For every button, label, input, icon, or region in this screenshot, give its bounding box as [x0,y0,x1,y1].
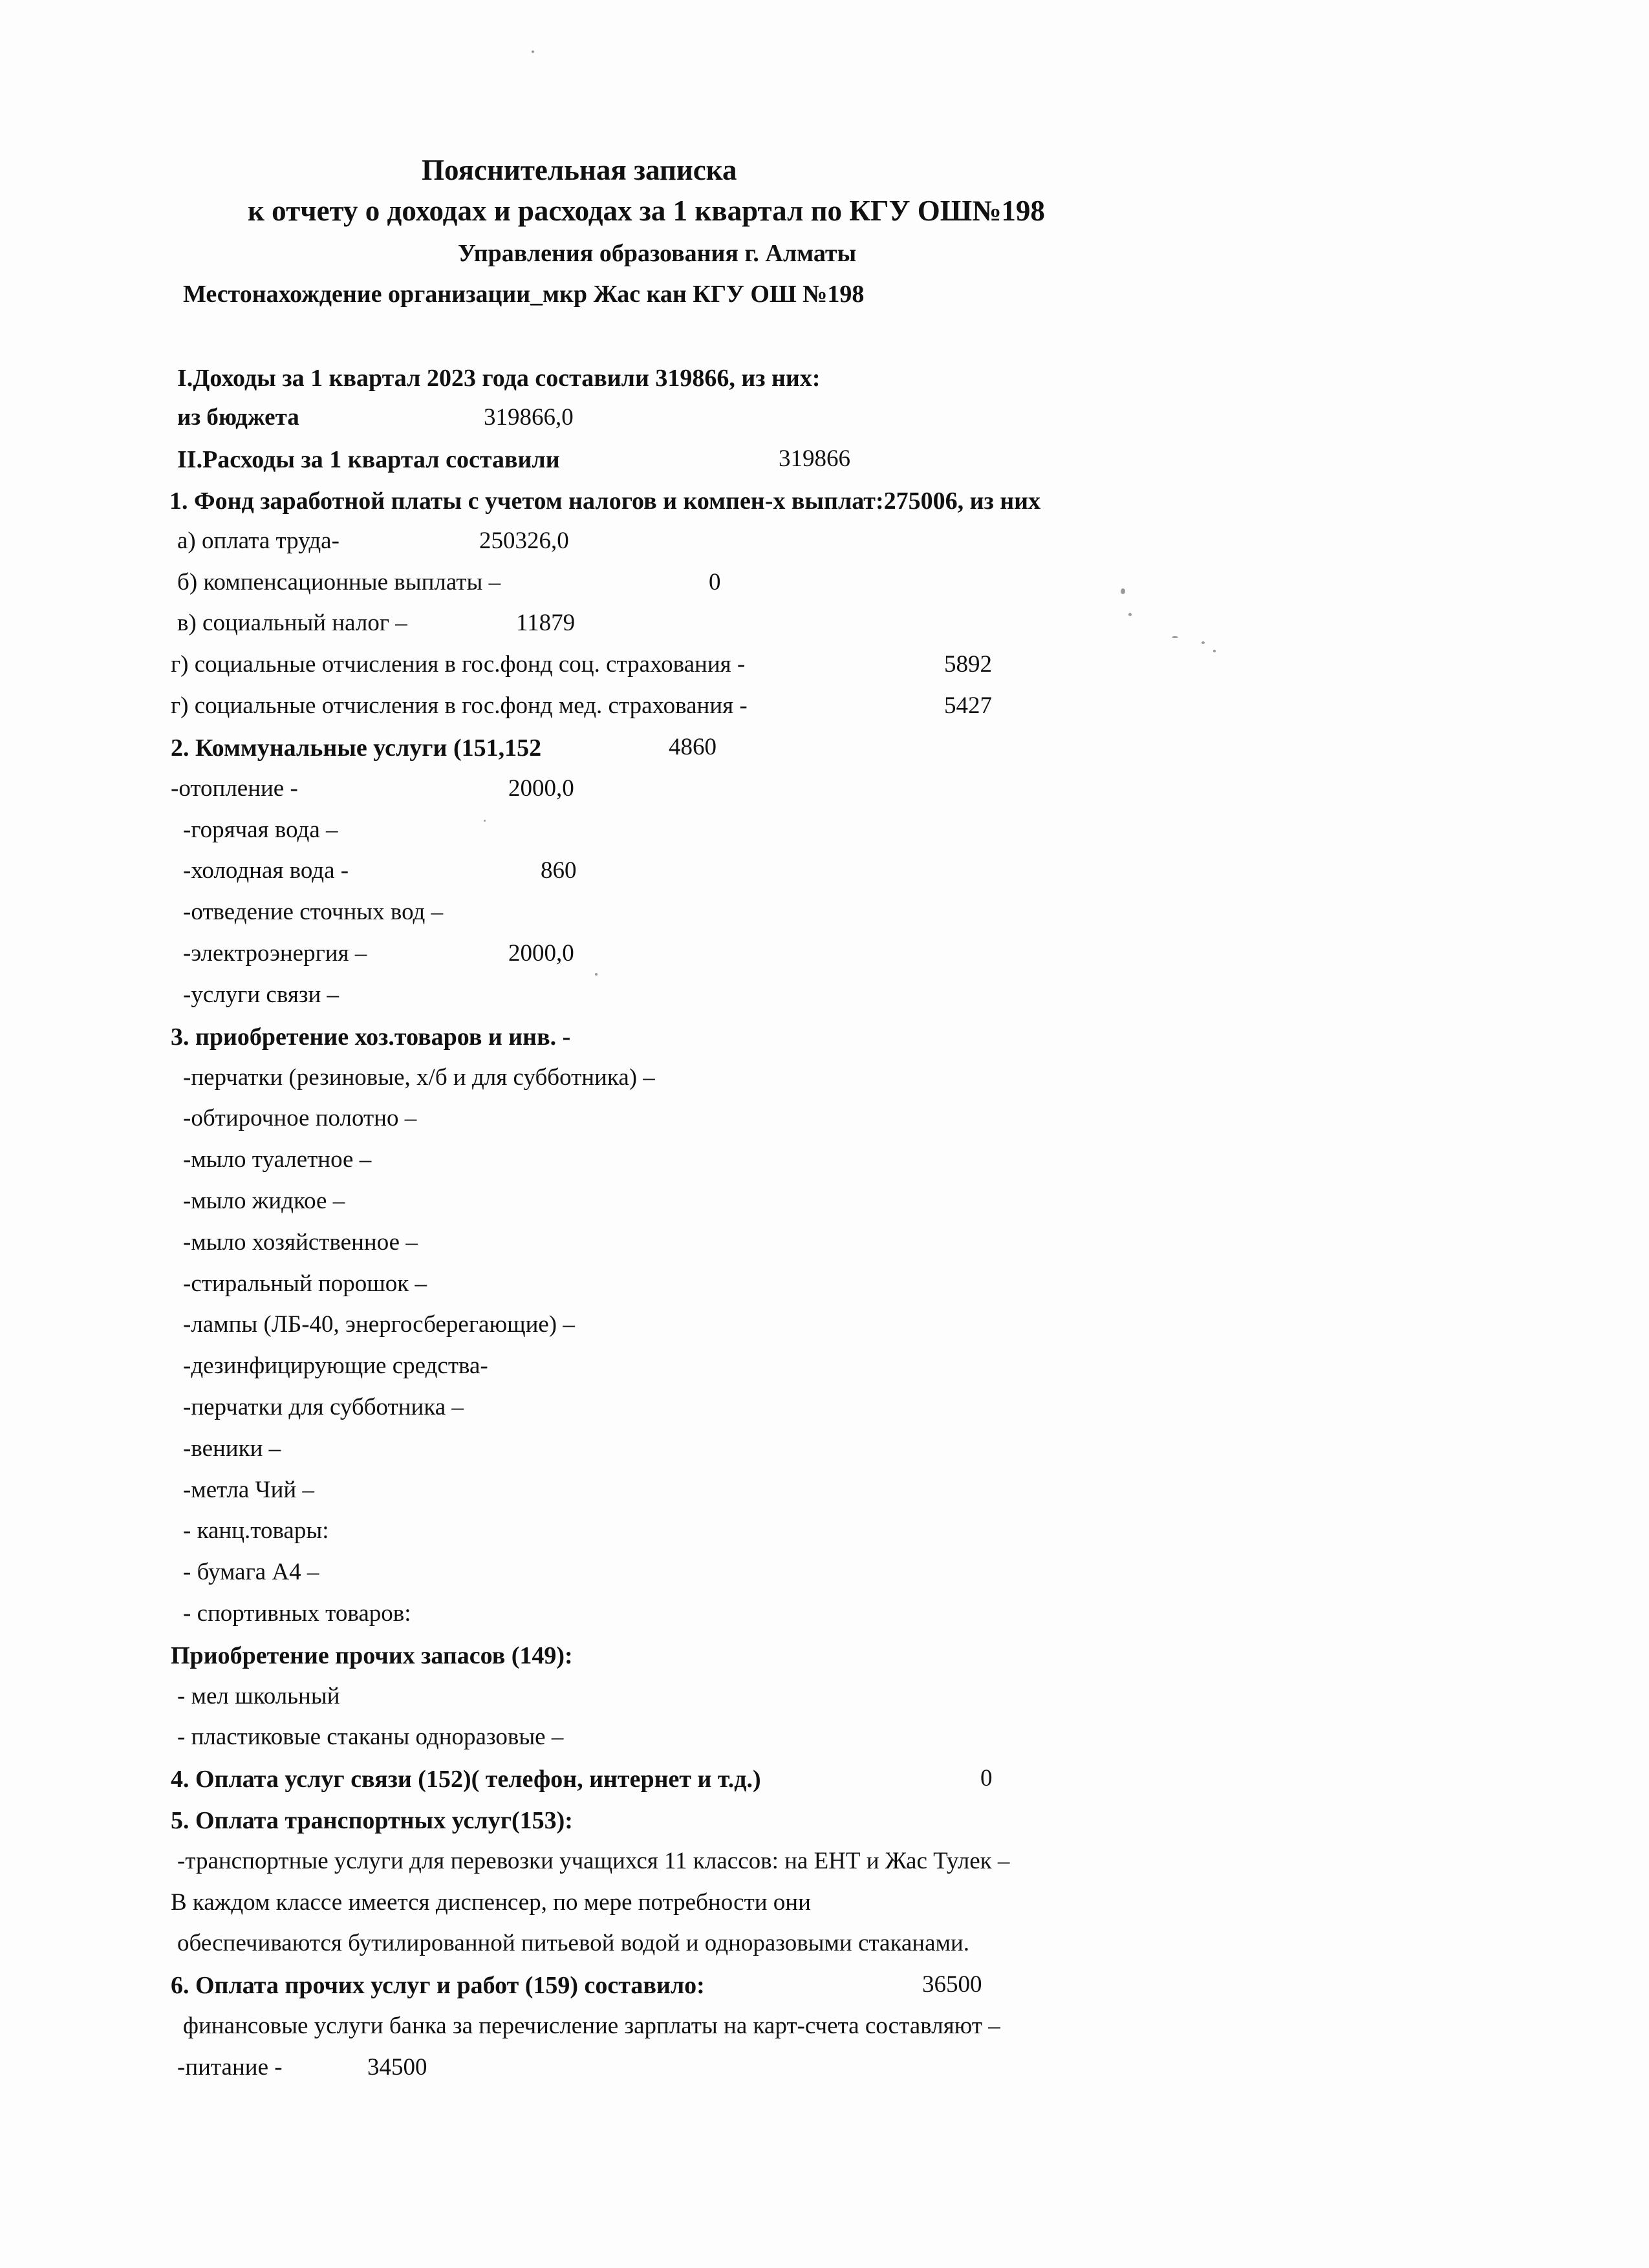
utilities-item-value: 2000,0 [508,940,574,967]
utilities-item-label: -холодная вода - [183,857,349,884]
utilities-item-label: -услуги связи – [183,981,339,1008]
other-services-value: 36500 [922,1971,982,1998]
scan-speck [1202,641,1205,644]
household-item: -стиральный порошок – [183,1270,427,1297]
payroll-item-label: а) оплата труда- [177,528,339,554]
scan-speck [1172,636,1178,638]
communication-value: 0 [980,1765,993,1792]
other-supplies-item: - мел школьный [177,1683,340,1709]
payroll-item-value: 11879 [516,610,576,636]
expenses-heading: II.Расходы за 1 квартал составили [177,446,560,473]
transport-line: обеспечиваются бутилированной питьевой водой и одноразовыми стаканами. [177,1930,969,1956]
household-item: -веники – [183,1435,281,1462]
scan-speck [1213,650,1216,652]
food-value: 34500 [367,2054,427,2081]
payroll-item-value: 5892 [944,651,992,678]
payroll-item-label: г) социальные отчисления в гос.фонд соц. страхования - [171,651,746,678]
other-supplies-item: - пластиковые стаканы одноразовые – [177,1724,564,1750]
household-item: - спортивных товаров: [183,1600,411,1627]
department-line: Управления образования г. Алматы [458,240,857,267]
other-supplies-heading: Приобретение прочих запасов (149): [171,1642,573,1669]
utilities-item-value: 860 [541,857,577,884]
payroll-item-label: б) компенсационные выплаты – [177,569,501,595]
budget-label: из бюджета [177,404,299,431]
transport-heading: 5. Оплата транспортных услуг(153): [171,1807,573,1834]
budget-value: 319866,0 [484,404,574,431]
payroll-item-label: в) социальный налог – [177,610,407,636]
scan-speck [595,973,598,976]
household-item: - бумага А4 – [183,1559,319,1585]
scan-speck [1121,588,1125,594]
payroll-item-value: 0 [709,569,721,595]
food-label: -питание - [177,2054,283,2081]
scan-speck [484,820,486,822]
transport-line: -транспортные услуги для перевозки учащихся 11 классов: на ЕНТ и Жас Тулек – [177,1848,1010,1874]
document-subtitle: к отчету о доходах и расходах за 1 квартал по КГУ ОШ№198 [248,195,1045,227]
utilities-item-label: -отведение сточных вод – [183,899,444,925]
household-item: -обтирочное полотно – [183,1105,417,1131]
household-item: -метла Чий – [183,1477,314,1503]
income-heading: I.Доходы за 1 квартал 2023 года составили 319866, из них: [177,365,821,392]
payroll-heading: 1. Фонд заработной платы с учетом налогов и компен-х выплат:275006, из них [169,487,1041,515]
household-item: -перчатки (резиновые, х/б и для субботника) – [183,1064,655,1091]
utilities-item-value: 2000,0 [508,775,574,802]
expenses-total: 319866 [779,445,850,472]
payroll-item-value: 250326,0 [479,528,569,554]
utilities-item-label: -горячая вода – [183,817,338,843]
utilities-item-label: -отопление - [171,775,298,802]
document-title: Пояснительная записка [422,154,737,186]
scan-speck [1128,613,1132,616]
scan-speck [532,50,534,53]
household-item: -дезинфицирующие средства- [183,1353,488,1379]
utilities-total: 4860 [669,734,717,760]
location-line: Местонахождение организации_мкр Жас кан КГУ ОШ №198 [183,281,865,308]
transport-line: В каждом классе имеется диспенсер, по мере потребности они [171,1889,811,1916]
household-item: -лампы (ЛБ-40, энергосберегающие) – [183,1311,575,1338]
other-services-heading: 6. Оплата прочих услуг и работ (159) составило: [171,1972,705,1999]
household-item: -мыло туалетное – [183,1146,372,1173]
bank-services-line: финансовые услуги банка за перечисление зарплаты на карт-счета составляют – [183,2013,1000,2039]
communication-heading: 4. Оплата услуг связи (152)( телефон, интернет и т.д.) [171,1766,761,1793]
utilities-item-label: -электроэнергия – [183,940,367,967]
household-item: -мыло жидкое – [183,1188,345,1214]
household-heading: 3. приобретение хоз.товаров и инв. - [171,1023,571,1051]
payroll-item-label: г) социальные отчисления в гос.фонд мед. страхования - [171,692,748,719]
household-item: -мыло хозяйственное – [183,1229,418,1256]
household-item: - канц.товары: [183,1517,329,1544]
household-item: -перчатки для субботника – [183,1394,464,1420]
payroll-item-value: 5427 [944,692,992,719]
utilities-heading: 2. Коммунальные услуги (151,152 [171,734,542,762]
